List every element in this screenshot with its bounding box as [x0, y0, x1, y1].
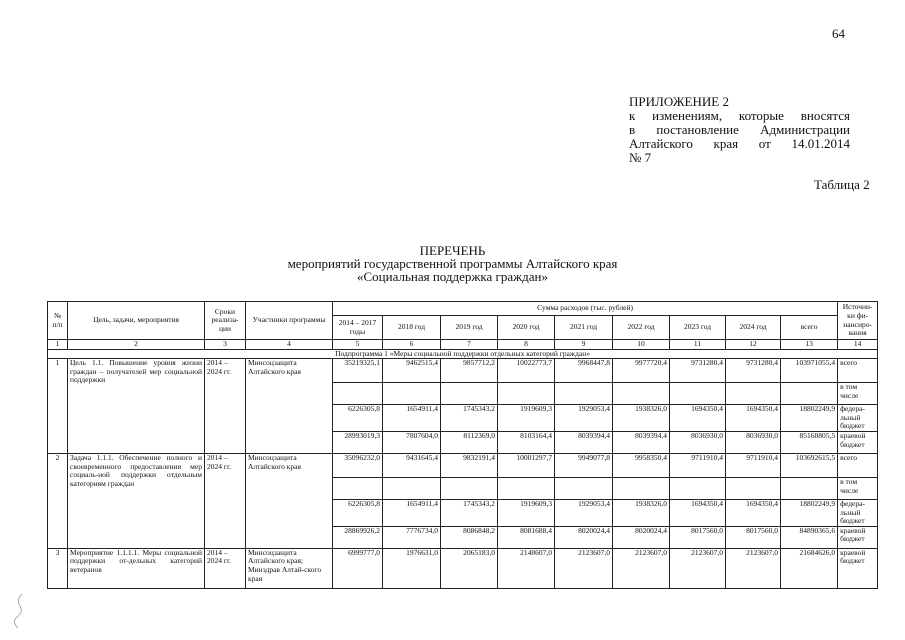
year-value: 1694350,4	[670, 405, 726, 432]
total-value: 21684626,0	[781, 548, 838, 588]
row-number: 3	[48, 548, 68, 588]
year-value: 9977720,4	[613, 359, 670, 383]
appendix-line: в постановление Администрации	[629, 122, 850, 137]
column-number: 14	[838, 340, 878, 350]
column-number: 6	[383, 340, 441, 350]
header-year: 2022 год	[613, 316, 670, 340]
row-goal: Мероприятие 1.1.1.1. Меры социальной поддержки от-дельных категорий ветеранов	[68, 548, 205, 588]
year-value: 9731280,4	[670, 359, 726, 383]
year-value	[441, 383, 498, 405]
row-participants: Минсоцзащита Алтайского края	[246, 453, 333, 548]
header-sources: Источни-ки фи-нансиро-вания	[838, 302, 878, 340]
year-value: 8020024,4	[613, 526, 670, 548]
row-number: 2	[48, 453, 68, 548]
header-year: 2023 год	[670, 316, 726, 340]
year-value: 2123607,0	[726, 548, 781, 588]
column-number: 4	[246, 340, 333, 350]
header-participants: Участники программы	[246, 302, 333, 340]
table-label: Таблица 2	[814, 177, 870, 192]
year-value: 10001297,7	[498, 453, 555, 477]
year-value: 2123607,0	[613, 548, 670, 588]
appendix-line: № 7	[629, 150, 652, 165]
year-value	[726, 477, 781, 499]
year-value	[555, 383, 613, 405]
table-row	[48, 359, 878, 383]
year-value: 9711910,4	[726, 453, 781, 477]
table-row	[48, 548, 878, 588]
year-value	[670, 477, 726, 499]
subprogram-title: Подпрограмма 1 «Меры социальной поддержки отдельных категорий граждан»	[48, 349, 878, 359]
column-number: 3	[205, 340, 246, 350]
appendix-block	[629, 95, 850, 165]
column-number: 9	[555, 340, 613, 350]
column-number: 2	[68, 340, 205, 350]
year-value: 1745343,2	[441, 499, 498, 526]
row-term: 2014 – 2024 гг.	[205, 548, 246, 588]
column-number: 8	[498, 340, 555, 350]
column-number: 11	[670, 340, 726, 350]
total-value: 84890365,6	[781, 526, 838, 548]
year-value: 1919609,3	[498, 405, 555, 432]
row-number: 1	[48, 359, 68, 454]
year-value	[670, 383, 726, 405]
funding-source: федера-льный бюджет	[838, 405, 878, 432]
year-value: 8086848,2	[441, 526, 498, 548]
year-value: 8039394,4	[555, 431, 613, 453]
header-year: 2014 – 2017 годы	[333, 316, 383, 340]
year-value: 6226305,8	[333, 499, 383, 526]
margin-mark	[10, 592, 28, 632]
header-expenses: Сумма расходов (тыс. рублей)	[333, 302, 838, 316]
appendix-line: Алтайского края от 14.01.2014	[629, 136, 850, 151]
year-value: 7807604,0	[383, 431, 441, 453]
year-value: 10022773,7	[498, 359, 555, 383]
year-value: 1919609,3	[498, 499, 555, 526]
column-number: 1	[48, 340, 68, 350]
column-number: 10	[613, 340, 670, 350]
year-value: 9968447,8	[555, 359, 613, 383]
appendix-title: ПРИЛОЖЕНИЕ 2	[629, 94, 729, 109]
header-year: 2020 год	[498, 316, 555, 340]
year-value: 8103164,4	[498, 431, 555, 453]
year-value: 9711910,4	[670, 453, 726, 477]
funding-source: краевой бюджет	[838, 431, 878, 453]
year-value: 8036930,0	[726, 431, 781, 453]
heading-line-2: мероприятий государственной программы Алтайского края	[287, 256, 618, 271]
year-value	[613, 477, 670, 499]
year-value: 6999777,0	[333, 548, 383, 588]
table-row	[48, 453, 878, 477]
year-value: 1694350,4	[726, 405, 781, 432]
year-value: 8036930,0	[670, 431, 726, 453]
year-value: 9731280,4	[726, 359, 781, 383]
header-goal: Цель, задачи, мероприятия	[68, 302, 205, 340]
column-number: 13	[781, 340, 838, 350]
row-participants: Минсоцзащита Алтайского края; Минздрав Алтай-ского края	[246, 548, 333, 588]
year-value: 35219325,1	[333, 359, 383, 383]
year-value: 9949077,8	[555, 453, 613, 477]
funding-source: в том числе	[838, 383, 878, 405]
header-year: 2024 год	[726, 316, 781, 340]
year-value: 9857712,2	[441, 359, 498, 383]
funding-source: в том числе	[838, 477, 878, 499]
total-value	[781, 477, 838, 499]
year-value	[333, 477, 383, 499]
header-year: 2018 год	[383, 316, 441, 340]
document-heading	[0, 244, 905, 283]
year-value: 6226305,8	[333, 405, 383, 432]
column-number-row	[48, 340, 878, 350]
row-participants: Минсоцзащита Алтайского края	[246, 359, 333, 454]
year-value: 1745343,2	[441, 405, 498, 432]
year-value: 28993019,3	[333, 431, 383, 453]
column-number: 5	[333, 340, 383, 350]
year-value	[333, 383, 383, 405]
year-value: 1976631,0	[383, 548, 441, 588]
year-value: 9958350,4	[613, 453, 670, 477]
year-value	[498, 383, 555, 405]
year-value	[613, 383, 670, 405]
year-value: 1654911,4	[383, 405, 441, 432]
year-value: 8017560,0	[726, 526, 781, 548]
year-value: 2123607,0	[555, 548, 613, 588]
year-value: 1929053,4	[555, 405, 613, 432]
expenses-table	[47, 301, 878, 589]
year-value	[383, 383, 441, 405]
funding-source: федера-льный бюджет	[838, 499, 878, 526]
heading-line-1: ПЕРЕЧЕНЬ	[419, 243, 486, 258]
year-value: 8017560,0	[670, 526, 726, 548]
header-total: всего	[781, 316, 838, 340]
year-value: 8081688,4	[498, 526, 555, 548]
page-number: 64	[832, 26, 845, 41]
year-value: 2148607,0	[498, 548, 555, 588]
year-value: 1938326,0	[613, 405, 670, 432]
year-value	[383, 477, 441, 499]
row-term: 2014 – 2024 гг.	[205, 359, 246, 454]
header-year: 2021 год	[555, 316, 613, 340]
year-value: 8039394,4	[613, 431, 670, 453]
year-value: 1694350,4	[670, 499, 726, 526]
total-value: 85168805,5	[781, 431, 838, 453]
total-value: 103971055,4	[781, 359, 838, 383]
header-year: 2019 год	[441, 316, 498, 340]
total-value	[781, 383, 838, 405]
appendix-line: к изменениям, которые вносятся	[629, 108, 850, 123]
year-value: 1938326,0	[613, 499, 670, 526]
total-value: 18802249,9	[781, 499, 838, 526]
year-value: 1654911,4	[383, 499, 441, 526]
heading-line-3: «Социальная поддержка граждан»	[357, 269, 548, 284]
year-value	[441, 477, 498, 499]
header-term: Сроки реализа-ции	[205, 302, 246, 340]
row-goal: Цель 1.1. Повышение уровня жизни граждан – получателей мер социальной поддержки	[68, 359, 205, 454]
year-value: 8020024,4	[555, 526, 613, 548]
year-value: 28869926,2	[333, 526, 383, 548]
year-value: 8112369,0	[441, 431, 498, 453]
column-number: 7	[441, 340, 498, 350]
funding-source: всего	[838, 453, 878, 477]
year-value: 35096232,0	[333, 453, 383, 477]
year-value: 1929053,4	[555, 499, 613, 526]
funding-source: краевой бюджет	[838, 548, 878, 588]
year-value	[498, 477, 555, 499]
year-value	[726, 383, 781, 405]
year-value: 7776734,0	[383, 526, 441, 548]
funding-source: краевой бюджет	[838, 526, 878, 548]
year-value: 2065183,0	[441, 548, 498, 588]
year-value: 9431645,4	[383, 453, 441, 477]
row-goal: Задача 1.1.1. Обеспечение полного и своевременного предоставления мер социаль-ной поддержки отдельным категориям граждан	[68, 453, 205, 548]
year-value	[555, 477, 613, 499]
total-value: 18802249,9	[781, 405, 838, 432]
funding-source: всего	[838, 359, 878, 383]
total-value: 103692615,5	[781, 453, 838, 477]
row-term: 2014 – 2024 гг.	[205, 453, 246, 548]
year-value: 9462515,4	[383, 359, 441, 383]
header-num: № п/п	[48, 302, 68, 340]
subprogram-row	[48, 349, 878, 359]
year-value: 9832191,4	[441, 453, 498, 477]
year-value: 2123607,0	[670, 548, 726, 588]
column-number: 12	[726, 340, 781, 350]
year-value: 1694350,4	[726, 499, 781, 526]
